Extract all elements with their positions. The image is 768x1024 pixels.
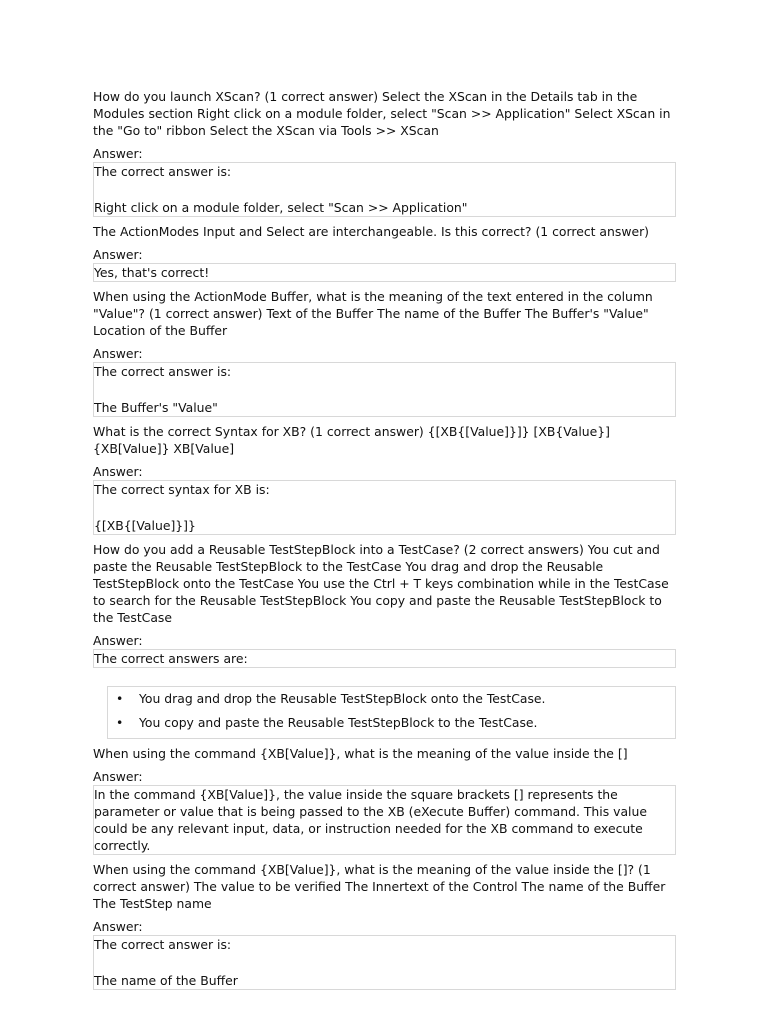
- answer-text: The name of the Buffer: [94, 973, 238, 988]
- list-item-text: You copy and paste the Reusable TestStepBlock to the TestCase.: [139, 715, 538, 730]
- answer-intro: The correct answer is:: [94, 164, 232, 179]
- answer-box: [93, 362, 676, 417]
- list-item-text: You drag and drop the Reusable TestStepBlock onto the TestCase.: [139, 691, 546, 706]
- answer-intro: The correct answer is:: [94, 364, 232, 379]
- list-item: [108, 690, 675, 707]
- answer-text: The Buffer's "Value": [94, 400, 218, 415]
- list-item: [108, 714, 675, 731]
- qa-block-5: [93, 541, 676, 739]
- answer-text: The correct answers are:: [94, 651, 248, 666]
- question-text: When using the command {XB[Value]}, what is the meaning of the value inside the []: [93, 746, 628, 761]
- answer-label: Answer:: [93, 346, 143, 361]
- answer-box: [93, 785, 676, 855]
- answer-box: [93, 480, 676, 535]
- question-text: How do you add a Reusable TestStepBlock into a TestCase? (2 correct answers) You cut and paste the Reusable TestStepBlock to the TestCase You drag and drop the Reusable TestStepBlock onto the TestCase You use the Ctrl + T keys combination while in the TestCase to search for the Reusable TestStepBlock You copy and paste the Reusable TestStepBlock to the TestCase: [93, 542, 669, 625]
- answer-intro: The correct answer is:: [94, 937, 232, 952]
- answer-list-box: [107, 686, 676, 739]
- qa-block-7: [93, 861, 676, 990]
- answer-label: Answer:: [93, 464, 143, 479]
- question-text: When using the ActionMode Buffer, what is the meaning of the text entered in the column "Value"? (1 correct answer) Text of the Buffer The name of the Buffer The Buffer's "Value" Location of the Buffer: [93, 289, 653, 338]
- bullet-icon: •: [116, 691, 124, 706]
- question-text: When using the command {XB[Value]}, what is the meaning of the value inside the []? (1 correct answer) The value to be verified The Innertext of the Control The name of the Buffer The TestStep name: [93, 862, 666, 911]
- question-text: The ActionModes Input and Select are interchangeable. Is this correct? (1 correct answer): [93, 224, 650, 239]
- question-text: What is the correct Syntax for XB? (1 correct answer) {[XB{[Value]}]} [XB{Value}] {XB[Value]} XB[Value]: [93, 424, 610, 456]
- qa-block-4: [93, 423, 676, 535]
- answer-label: Answer:: [93, 633, 143, 648]
- answer-box: [93, 935, 676, 990]
- answer-text: In the command {XB[Value]}, the value inside the square brackets [] represents the parameter or value that is being passed to the XB (eXecute Buffer) command. This value could be any relevant input, data, or instruction needed for the XB command to execute correctly.: [94, 787, 647, 853]
- answer-label: Answer:: [93, 146, 143, 161]
- answer-box: [93, 162, 676, 217]
- answer-text: {[XB{[Value]}]}: [94, 518, 196, 533]
- answer-text: Right click on a module folder, select "Scan >> Application": [94, 200, 468, 215]
- answer-intro: The correct syntax for XB is:: [94, 482, 270, 497]
- qa-block-1: [93, 88, 676, 217]
- bullet-icon: •: [116, 715, 124, 730]
- answer-list: [108, 690, 675, 731]
- answer-label: Answer:: [93, 769, 143, 784]
- qa-block-3: [93, 288, 676, 417]
- qa-block-2: [93, 223, 676, 282]
- answer-label: Answer:: [93, 919, 143, 934]
- answer-box: [93, 263, 676, 282]
- answer-text: Yes, that's correct!: [94, 265, 210, 280]
- question-text: How do you launch XScan? (1 correct answer) Select the XScan in the Details tab in the Modules section Right click on a module folder, select "Scan >> Application" Select XScan in the "Go to" ribbon Select the XScan via Tools >> XScan: [93, 89, 671, 138]
- answer-box: [93, 649, 676, 668]
- qa-block-6: [93, 745, 676, 855]
- answer-label: Answer:: [93, 247, 143, 262]
- document-page: [93, 88, 676, 996]
